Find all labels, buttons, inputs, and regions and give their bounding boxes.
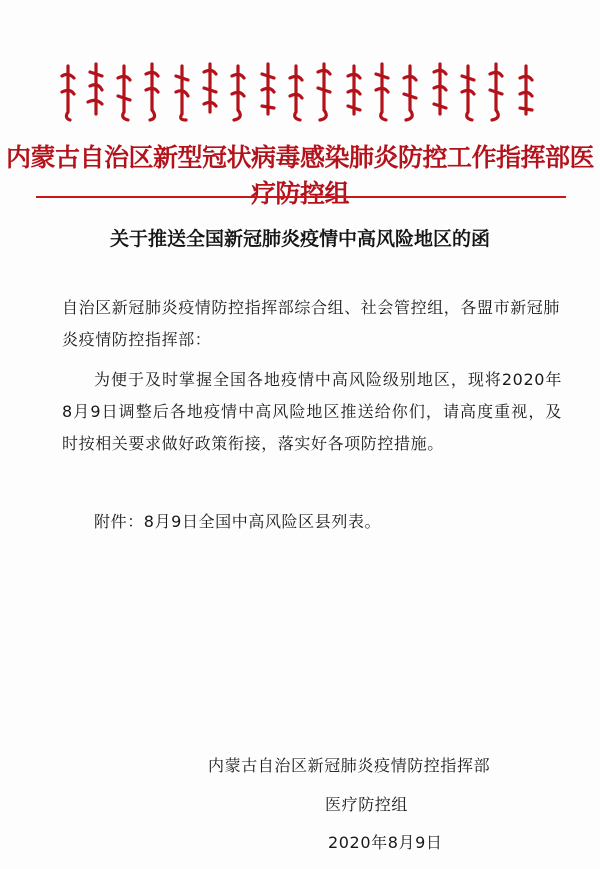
body-paragraph: 为便于及时掌握全国各地疫情中高风险级别地区，现将2020年8月9日调整后各地疫情中高风险地区推送给你们，请高度重视，及时按相关要求做好政策衔接，落实好各项防控措施。 [62, 370, 562, 453]
mongolian-script-header [58, 62, 548, 124]
salutation: 自治区新冠肺炎疫情防控指挥部综合组、社会管控组，各盟市新冠肺炎疫情防控指挥部： [62, 298, 561, 349]
signature-organization: 内蒙古自治区新冠肺炎疫情防控指挥部 [208, 756, 491, 775]
document-title: 关于推送全国新冠肺炎疫情中高风险地区的函 [109, 228, 490, 250]
attachment-note: 附件：8月9日全国中高风险区县列表。 [94, 512, 382, 531]
red-divider-line [36, 196, 566, 198]
mongolian-script-graphic [58, 62, 548, 124]
signature-department: 医疗防控组 [325, 795, 409, 814]
issuing-organization-title: 内蒙古自治区新型冠状病毒感染肺炎防控工作指挥部医疗防控组 [5, 143, 594, 208]
signature-date: 2020年8月9日 [328, 833, 443, 852]
